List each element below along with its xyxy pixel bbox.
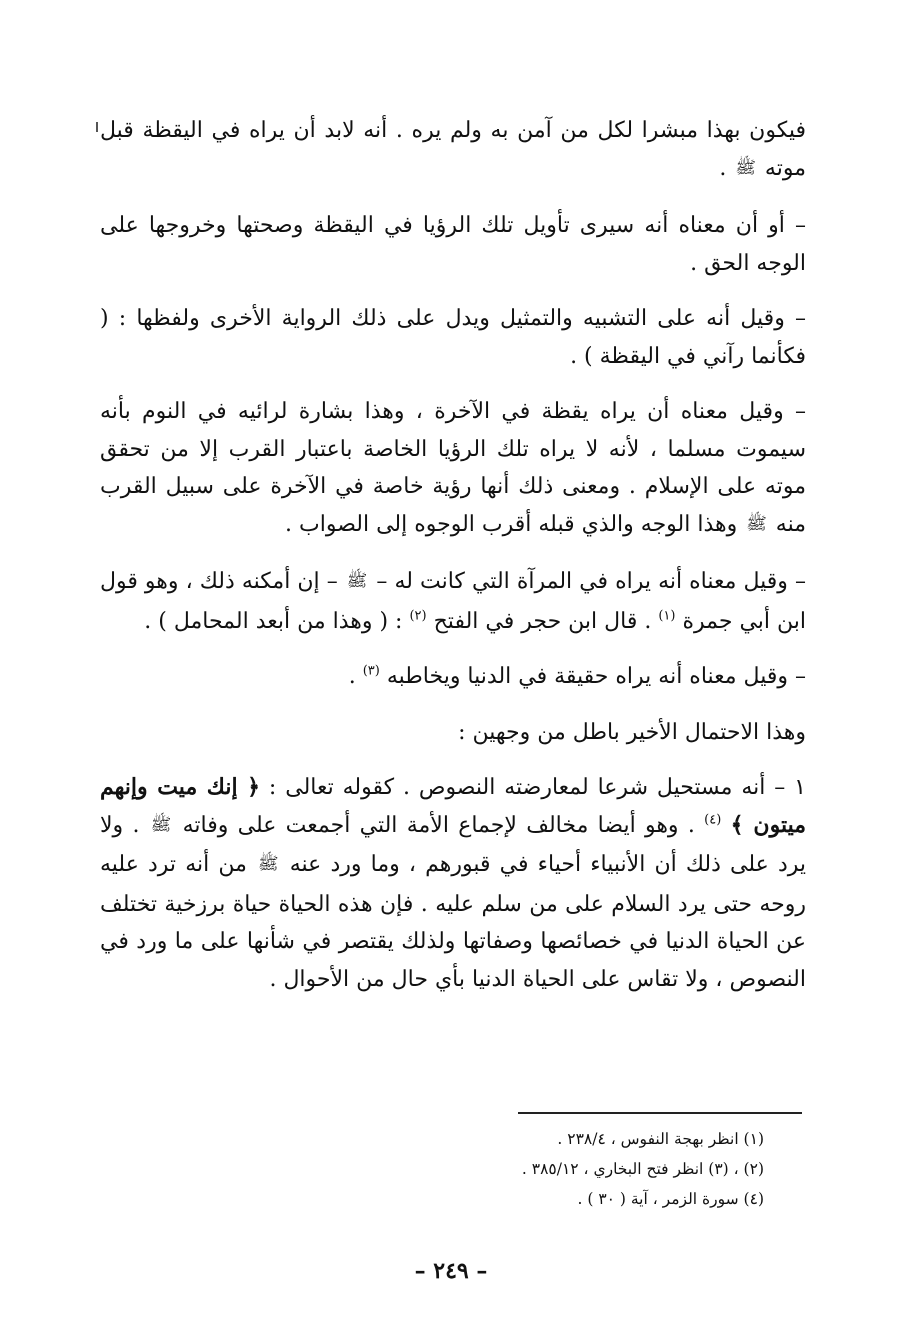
paragraph-3-text: – وقيل أنه على التشبيه والتمثيل ويدل على ذلك الرواية الأخرى ولفظها : ( فكأنما رآني في اليقظة ) .: [100, 306, 806, 369]
paragraph-5: [100, 563, 806, 640]
main-text: [100, 112, 806, 1016]
page-number: – ٢٤٩ –: [414, 1258, 488, 1284]
footnote-ref-1[interactable]: (١): [658, 608, 676, 624]
footnote-ref-4[interactable]: (٤): [704, 812, 722, 828]
paragraph-7: [100, 714, 806, 752]
paragraph-4: [100, 393, 806, 545]
footnote-3: (٤) سورة الزمر ، آية ( ٣٠ ) .: [577, 1190, 764, 1208]
footnotes: [264, 1124, 764, 1214]
paragraph-8-text-a: ١ – أنه مستحيل شرعا لمعارضته النصوص . كقوله تعالى :: [268, 775, 806, 800]
paragraph-6-text: – وقيل معناه أنه يراه حقيقة في الدنيا ويخاطبه: [386, 664, 806, 689]
salla-symbol: ﷺ: [258, 854, 279, 874]
salla-symbol: ﷺ: [735, 157, 756, 178]
paragraph-1-end: .: [719, 155, 734, 181]
paragraph-3: [100, 300, 806, 375]
salla-symbol: ﷺ: [150, 814, 172, 835]
paragraph-7-text: وهذا الاحتمال الأخير باطل من وجهين :: [458, 719, 806, 745]
salla-symbol: ﷺ: [346, 571, 368, 591]
paragraph-5-text-a: – وقيل معناه أنه يراه في المرآة التي كانت له –: [376, 569, 806, 594]
paragraph-2-text: – أو أن معناه أنه سيرى تأويل تلك الرؤيا في اليقظة وصحتها وخروجها على الوجه الحق .: [100, 213, 807, 276]
footnote-separator: [518, 1112, 802, 1114]
paragraph-8-text-b: . وهو أيضا مخالف لإجماع الأمة التي أجمعت على وفاته: [182, 812, 705, 838]
paragraph-5-text-c: . قال ابن حجر في الفتح: [433, 608, 659, 634]
paragraph-5-text-b: – إن أمكنه ذلك ، وهو قول ابن أبي جمرة: [100, 569, 806, 634]
salla-symbol: ﷺ: [746, 513, 767, 534]
paragraph-4-end: وهذا الوجه والذي قبله أقرب الوجوه إلى الصواب .: [285, 511, 745, 537]
quran-quote: ﴿ إنك ميت وإنهم ميتون ﴾: [100, 774, 807, 838]
paragraph-4-text: – وقيل معناه أن يراه يقظة في الآخرة ، وهذا بشارة لرائيه في النوم بأنه سيموت مسلما ، لأنه لا يراه تلك الرؤيا الخاصة باعتبار القرب إلا من تحقق موته على الإسلام . ومعنى ذلك أنها رؤية خاصة في الآخرة على سبيل القرب منه: [100, 399, 806, 537]
paragraph-5-text-d: : ( وهذا من أبعد المحامل ) .: [144, 608, 410, 634]
paragraph-6: [100, 658, 806, 696]
footnote-2: (٢) ، (٣) انظر فتح البخاري ، ٣٨٥/١٢ .: [521, 1160, 764, 1178]
footnote-ref-3[interactable]: (٣): [362, 663, 380, 679]
footnote-ref-2[interactable]: (٢): [409, 608, 427, 624]
paragraph-6-end: .: [348, 664, 363, 689]
paragraph-8: [100, 769, 806, 998]
paragraph-8-text-d: من أنه ترد عليه روحه حتى يرد السلام على من سلم عليه . فإن هذه الحياة حياة برزخية تختلف عن الحياة الدنيا في خصائصها وصفاتها ولذلك يقتصر في شأنها على ما ورد في النصوص ، ولا تقاس على الحياة الدنيا بأي حال من الأحوال .: [100, 852, 806, 992]
paragraph-1: [100, 112, 806, 189]
footnote-1: (١) انظر بهجة النفوس ، ٢٣٨/٤ .: [557, 1130, 764, 1148]
paragraph-2: [100, 207, 806, 282]
paragraph-1-text: فيكون بهذا مبشرا لكل من آمن به ولم يره . أنه لابد أن يراه في اليقظة قبل موته: [100, 118, 806, 181]
margin-mark: [96, 122, 98, 132]
paragraph-8-text-c: . ولا يرد على ذلك أن الأنبياء أحياء في قبورهم ، وما ورد عنه: [100, 812, 807, 877]
